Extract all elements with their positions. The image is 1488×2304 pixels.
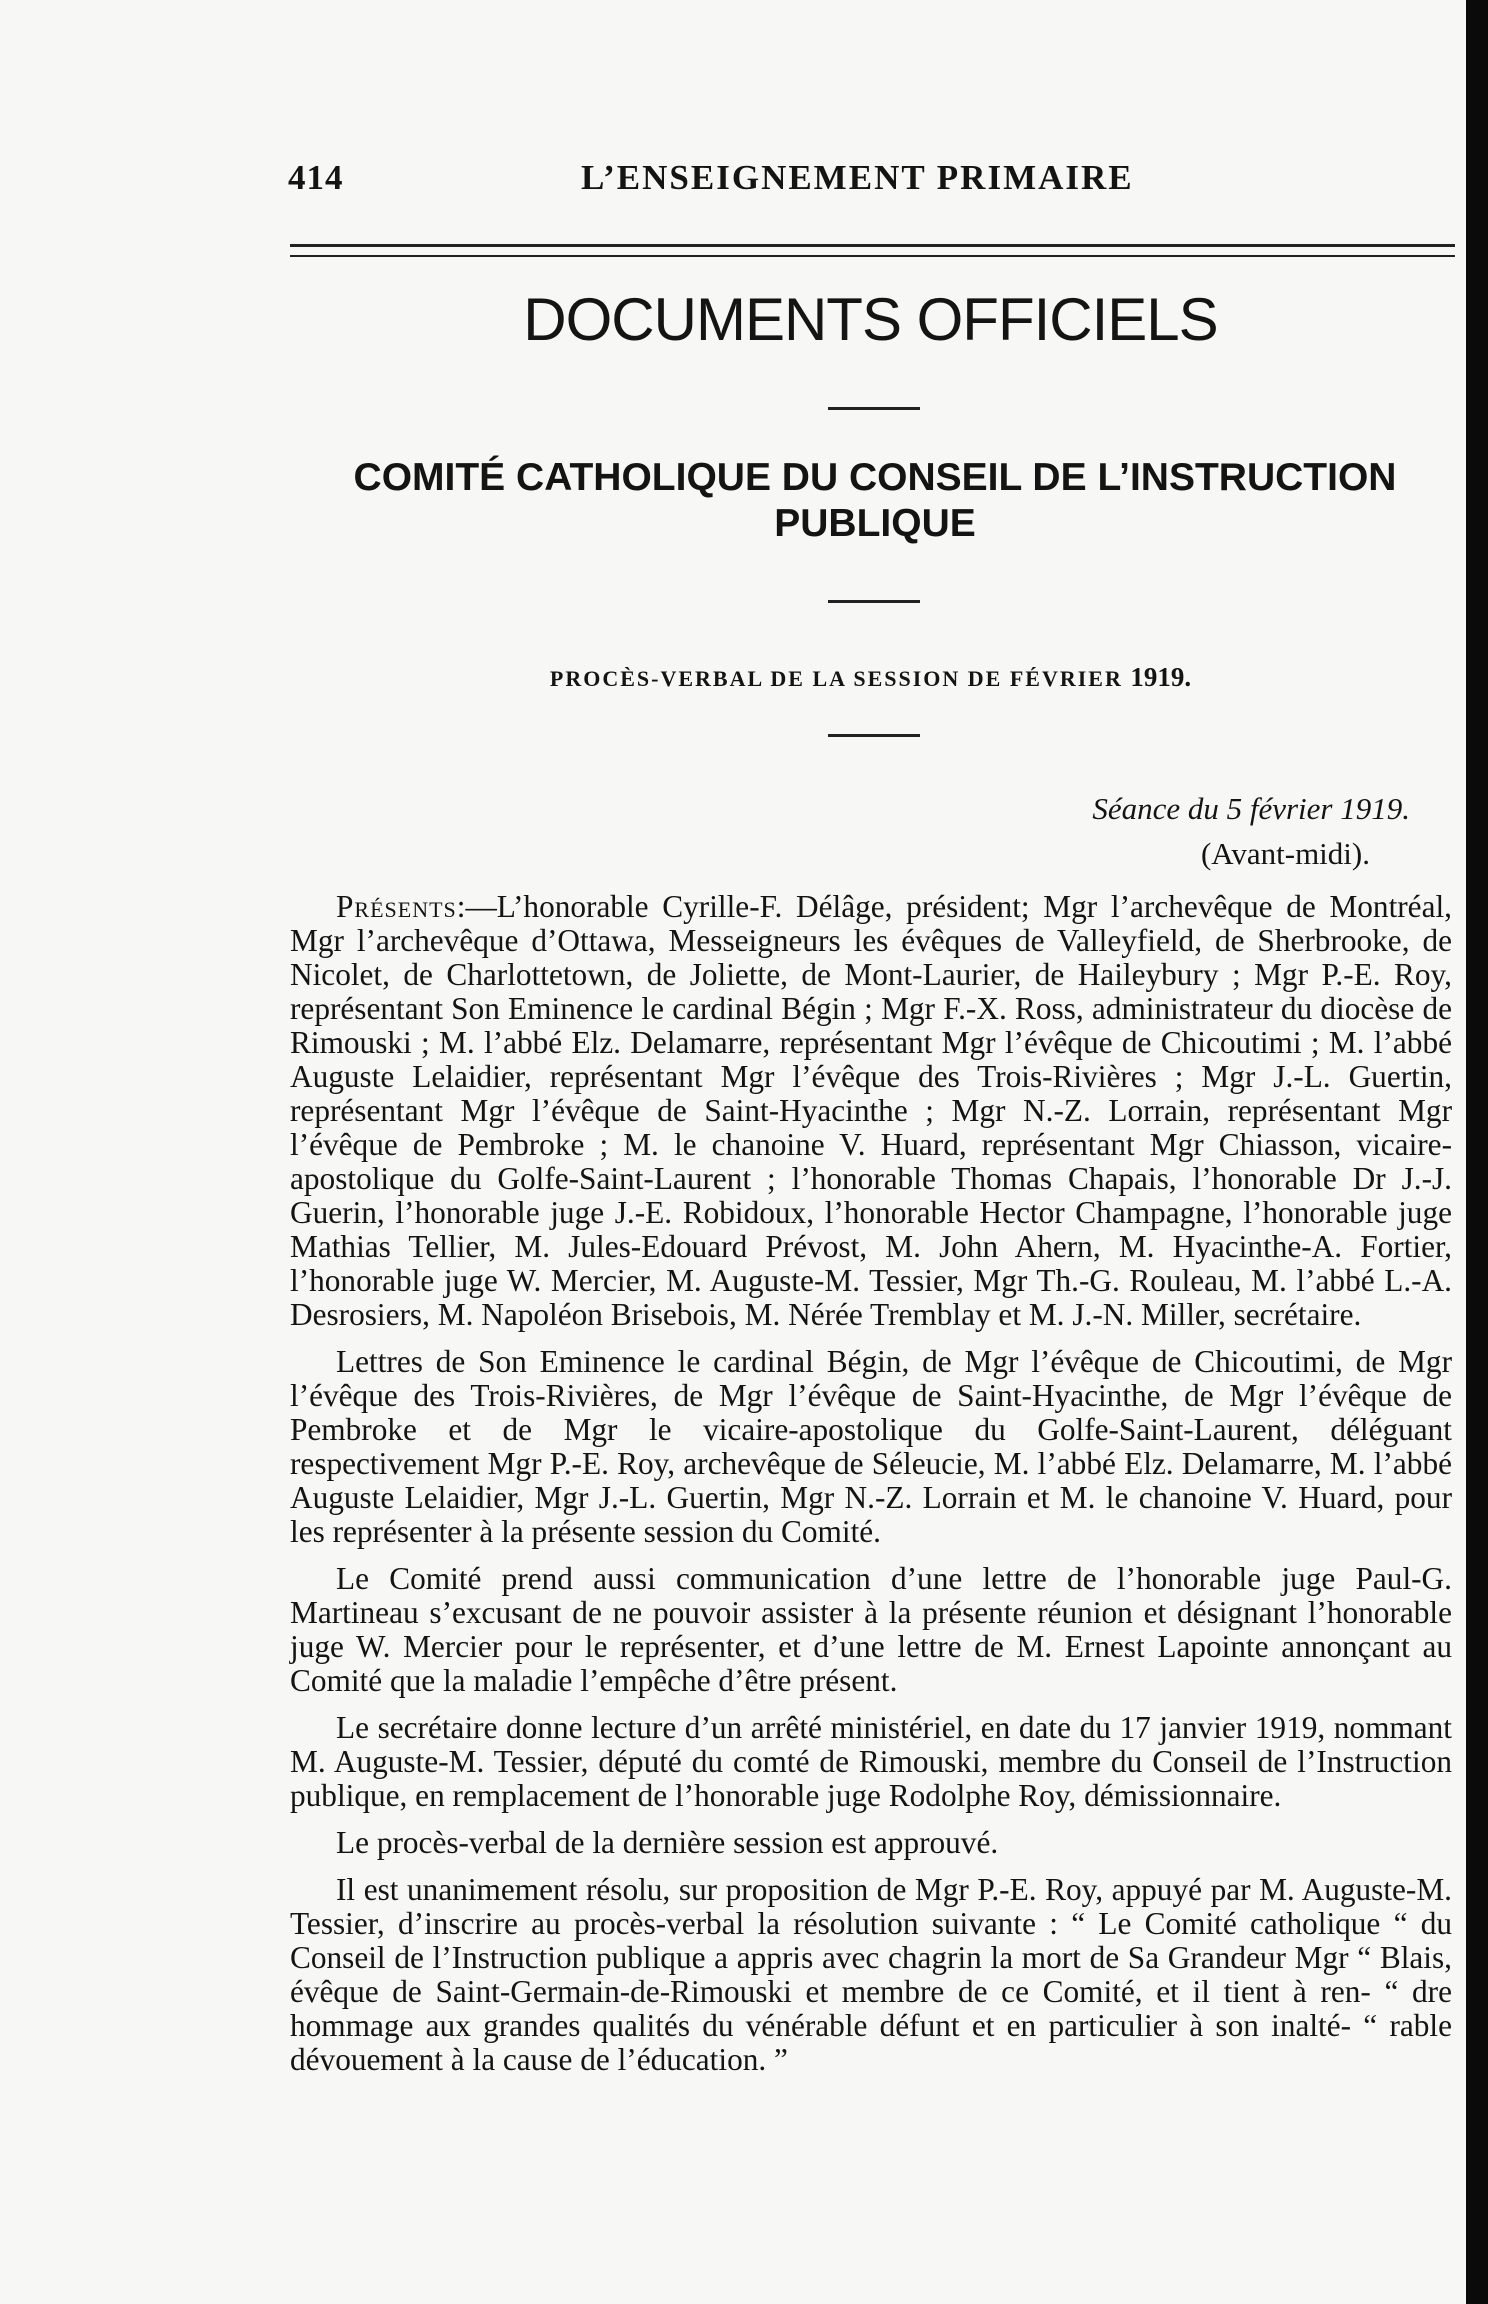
committee-title [280,455,1470,547]
minutes-title-year: 1919. [1130,662,1192,692]
page-header [288,158,1180,202]
header-rule [290,244,1455,257]
session-date: Séance du 5 février 1919. [1092,791,1410,826]
page-number: 414 [288,158,344,197]
committee-title-line: PUBLIQUE [774,502,976,545]
minutes-title [288,662,1453,693]
minutes-title-text: PROCÈS-VERBAL DE LA SESSION DE FÉVRIER [549,666,1123,691]
divider-rule [828,734,920,737]
committee-title-line: COMITÉ CATHOLIQUE DU CONSEIL DE L’INSTRUCTION [353,456,1397,499]
paragraph: Le procès-verbal de la dernière session est approuvé. [336,1825,999,1860]
scan-edge [1466,0,1488,2304]
running-title: L’ENSEIGNEMENT PRIMAIRE [581,158,1134,197]
section-title: DOCUMENTS OFFICIELS [523,286,1218,353]
paragraph: Le secrétaire donne lecture d’un arrêté ministériel, en date du 17 janvier 1919, nommant M. Auguste-M. Tessier, député du comté de Rimouski, membre du Conseil de l’Instruction publique, en remplacement de l’honorable juge Rodolphe Roy, démissionnaire. [290,1710,1452,1813]
paragraph [290,890,1452,1332]
paragraph: Lettres de Son Eminence le cardinal Bégin, de Mgr l’évêque de Chicoutimi, de Mgr l’évêque des Trois-Rivières, de Mgr l’évêque de Saint-Hyacinthe, de Mgr l’évêque de Pembroke et de Mgr le vicaire-apostolique du Golfe-Saint-Laurent, déléguant respectivement Mgr P.-E. Roy, archevêque de Séleucie, M. l’abbé Elz. Delamarre, M. l’abbé Auguste Lelaidier, Mgr J.-L. Guertin, Mgr N.-Z. Lorrain et M. le chanoine V. Huard, pour les représenter à la présente session du Comité. [290,1344,1452,1549]
divider-rule [828,407,920,410]
paragraph-text: :—L’honorable Cyrille-F. Délâge, président; Mgr l’archevêque de Montréal, Mgr l’archevêque d’Ottawa, Messeigneurs les évêques de Valleyfield, de Sherbrooke, de Nicolet, de Charlottetown, de Joliette, de Mont-Laurier, de Haileybury ; Mgr P.-E. Roy, représentant Son Eminence le cardinal Bégin ; Mgr F.-X. Ross, administrateur du diocèse de Rimouski ; M. l’abbé Elz. Delamarre, représentant Mgr l’évêque de Chicoutimi ; M. l’abbé Auguste Lelaidier, représentant Mgr l’évêque des Trois-Rivières ; Mgr J.-L. Guertin, représentant Mgr l’évêque de Saint-Hyacinthe ; Mgr N.-Z. Lorrain, représentant Mgr l’évêque de Pembroke ; M. le chanoine V. Huard, représentant Mgr Chiasson, vicaire-apostolique du Golfe-Saint-Laurent ; l’honorable Thomas Chapais, l’honorable Dr J.-J. Guerin, l’honorable juge J.-E. Robidoux, l’honorable Hector Champagne, l’honorable juge Mathias Tellier, M. Jules-Edouard Prévost, M. John Ahern, M. Hyacinthe-A. Fortier, l’honorable juge W. Mercier, M. Auguste-M. Tessier, Mgr Th.-G. Rouleau, M. l’abbé L.-A. Desrosiers, M. Napoléon Brisebois, M. Nérée Tremblay et M. J.-N. Miller, secrétaire. [290,889,1452,1332]
body-text [290,890,1452,2090]
divider-rule [828,600,920,603]
paragraph: Le Comité prend aussi communication d’une lettre de l’honorable juge Paul-G. Martineau s’excusant de ne pouvoir assister à la présente réunion et désignant l’honorable juge W. Mercier pour le représenter, et d’une lettre de M. Ernest Lapointe annonçant au Comité que la maladie l’empêche d’être présent. [290,1561,1452,1698]
paragraph: Il est unanimement résolu, sur proposition de Mgr P.-E. Roy, appuyé par M. Auguste-M. Tessier, d’inscrire au procès-verbal la résolution suivante : “ Le Comité catholique “ du Conseil de l’Instruction publique a appris avec chagrin la mort de Sa Grandeur Mgr “ Blais, évêque de Saint-Germain-de-Rimouski et membre de ce Comité, et il tient à ren- “ dre hommage aux grandes qualités du vénérable défunt et en particulier à son inalté- “ rable dévouement à la cause de l’éducation. ” [290,1872,1452,2077]
paragraph-lead: Présents [336,889,457,924]
session-time: (Avant-midi). [1200,836,1370,871]
